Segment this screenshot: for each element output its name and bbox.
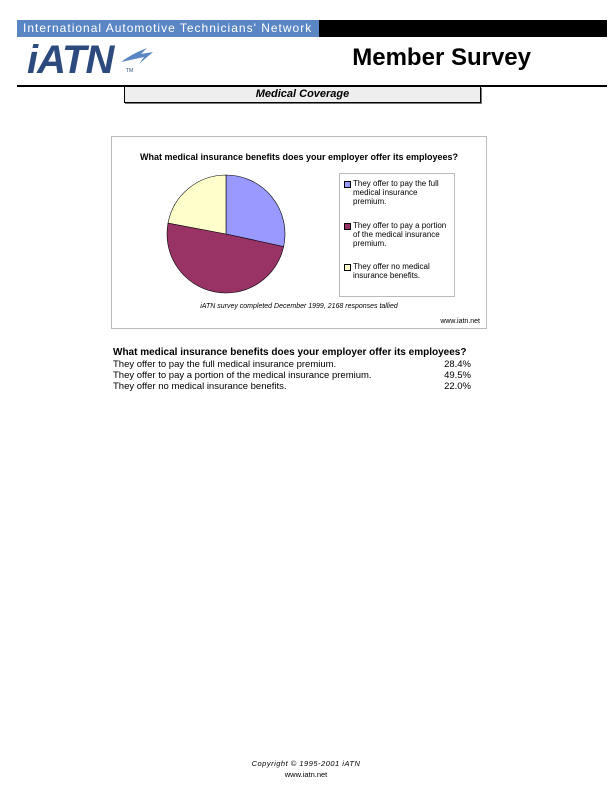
logo-trademark: TM <box>126 68 134 74</box>
row-value: 22.0% <box>444 381 471 392</box>
row-label: They offer no medical insurance benefits. <box>113 381 287 392</box>
page-title: Member Survey <box>352 44 531 71</box>
chart-title: What medical insurance benefits does your employer offer its employees? <box>139 152 459 162</box>
chart-frame <box>111 136 487 329</box>
chart-url[interactable]: www.iatn.net <box>440 318 480 325</box>
legend-swatch-portion <box>344 223 351 230</box>
chart-legend <box>339 173 455 297</box>
network-name: International Automotive Technicians' Network <box>17 20 319 37</box>
legend-label-portion: They offer to pay a portion of the medical insurance premium. <box>353 221 447 248</box>
table-row <box>113 359 473 370</box>
row-value: 49.5% <box>444 370 471 381</box>
pie-chart <box>162 171 292 297</box>
lightning-icon <box>117 42 157 70</box>
legend-swatch-none <box>344 264 351 271</box>
table-row <box>113 370 473 381</box>
legend-label-full: They offer to pay the full medical insurance premium. <box>353 179 439 206</box>
row-value: 28.4% <box>444 359 471 370</box>
table-row <box>113 381 473 392</box>
legend-swatch-full <box>344 181 351 188</box>
chart-note: iATN survey completed December 1999, 2168 responses tallied <box>200 303 398 310</box>
row-label: They offer to pay a portion of the medical insurance premium. <box>113 370 372 381</box>
footer-url[interactable]: www.iatn.net <box>284 770 328 779</box>
results-table <box>113 346 473 392</box>
footer <box>0 758 612 780</box>
section-title: Medical Coverage <box>124 87 481 103</box>
logo-text: iATN <box>27 38 114 82</box>
legend-label-none: They offer no medical insurance benefits. <box>353 262 430 280</box>
header-banner <box>17 20 607 37</box>
row-label: They offer to pay the full medical insurance premium. <box>113 359 337 370</box>
footer-copyright: Copyright © 1995-2001 iATN <box>251 759 361 768</box>
iatn-logo[interactable] <box>27 38 157 82</box>
results-question: What medical insurance benefits does your employer offer its employees? <box>113 347 467 358</box>
